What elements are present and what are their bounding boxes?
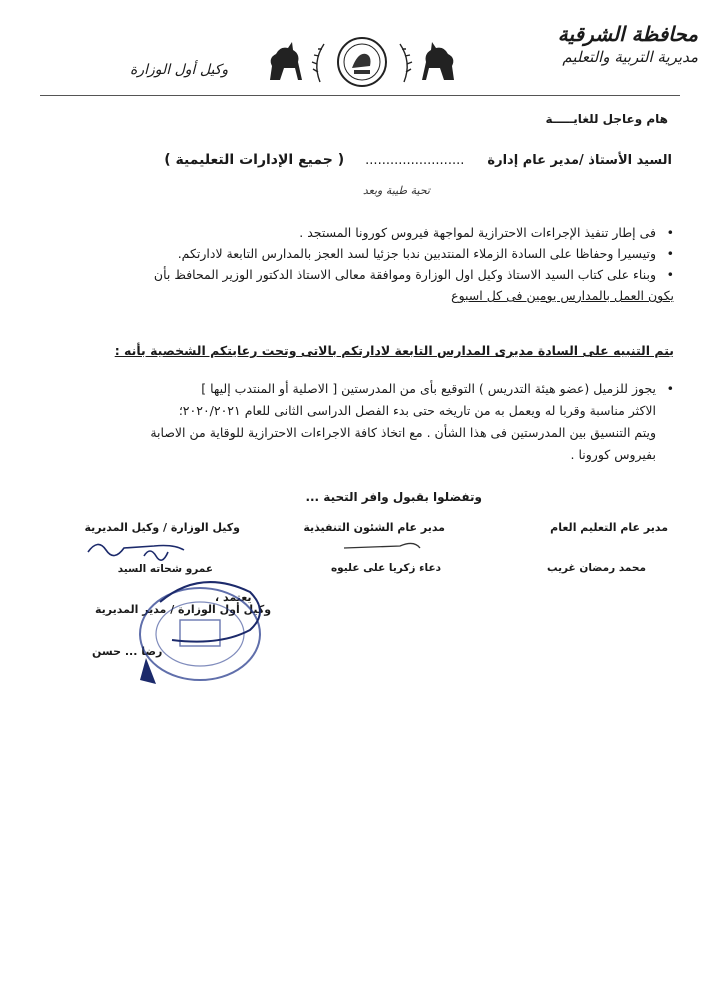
directive-line (44, 378, 674, 400)
approval-title: وكيل أول الوزارة / مدير المديرية (95, 603, 272, 616)
laurel-left-icon (312, 44, 324, 82)
bullet-item (44, 264, 674, 285)
signature-name-general-education: محمد رمضان غريب (546, 562, 646, 574)
signature-title-executive-affairs: مدير عام الشئون التنفيذية (303, 521, 445, 534)
approval-label: يعتمد ، (215, 591, 252, 604)
address-line (52, 152, 672, 168)
signature-title-deputy-minister: وكيل الوزارة / وكيل المديرية (84, 521, 240, 534)
bullet-dot-icon: • (666, 225, 674, 240)
governorate-name: محافظة الشرقية (557, 22, 698, 46)
closing-salutation: وتفضلوا بقبول وافر التحية ... (305, 490, 482, 504)
header-emblem (262, 36, 462, 88)
bullet-continuation-line (44, 285, 674, 306)
bullet-text: وتيسيرا وحفاظا على السادة الزملاء المنتدبين ندبا جزئيا لسد العجز بالمدارس التابعة لادارتكم. (177, 246, 656, 261)
deputy-minister-title: وكيل أول الوزارة (130, 62, 229, 78)
bullet-item (44, 222, 674, 243)
directive-line-3: ويتم التنسيق بين المدرستين فى هذا الشأن . مع اتخاذ كافة الاجراءات الاحترازية للوقاية من الاصابة (150, 425, 656, 440)
bullet-text: فى إطار تنفيذ الإجراءات الاحترازية لمواجهة فيروس كورونا المستجد . (299, 225, 656, 240)
recipient-dots: ........................ (365, 153, 465, 168)
greeting: تحية طيبة وبعد (362, 184, 430, 197)
approval-name: رضا ... حسن (92, 645, 163, 658)
laurel-right-icon (400, 44, 412, 82)
signature-title-general-education: مدير عام التعليم العام (550, 521, 668, 534)
directive-line-4: بفيروس كورونا . (570, 447, 656, 462)
handwritten-signature-icon (84, 532, 204, 562)
handwritten-signature-icon (340, 536, 430, 556)
bullet-item (44, 243, 674, 264)
signature-name-deputy-minister: عمرو شحاته السيد (117, 563, 213, 575)
signature-name-executive-affairs: دعاء زكريا على عليوه (330, 562, 441, 574)
bullet-dot-icon: • (666, 267, 674, 282)
header-governorate-block (478, 22, 698, 66)
recipient-target: ( جميع الإدارات التعليمية ) (164, 152, 345, 168)
directive-line-2: الاكثر مناسبة وقربا له ويعمل به من تاريخه حتى بدء الفصل الدراسى الثانى للعام ٢٠٢٠/٢٠٢١؛ (178, 403, 656, 418)
directive-paragraph (44, 378, 674, 466)
bullet-list (44, 222, 674, 306)
bullet-dot-icon: • (666, 381, 674, 396)
bullet-dot-icon: • (666, 246, 674, 261)
right-horse-icon (422, 42, 454, 80)
directorate-name: مديرية التربية والتعليم (562, 48, 698, 66)
header-divider (40, 95, 680, 96)
bullet-continuation: يكون العمل بالمدارس يومين فى كل اسبوع (451, 288, 674, 303)
urgent-label: هام وعاجل للغايـــــة (545, 112, 668, 126)
bullet-text: وبناء على كتاب السيد الاستاذ وكيل اول الوزارة وموافقة معالى الاستاذ الدكتور الوزير المحافظ بأن (153, 267, 656, 282)
governorate-logo-icon (338, 38, 386, 86)
notice-heading: يتم التنبيه على السادة مديرى المدارس التابعة لادارتكم بالاتى وتحت رعايتكم الشخصية بأنه : (114, 343, 674, 358)
directive-line-1: يجوز للزميل (عضو هيئة التدريس ) التوقيع بأى من المدرستين [ الاصلية أو المنتدب إليها ] (201, 381, 656, 396)
recipient-title: السيد الأستاذ /مدير عام إدارة (487, 153, 672, 168)
official-stamp-icon (100, 572, 300, 692)
left-horse-icon (270, 42, 302, 80)
